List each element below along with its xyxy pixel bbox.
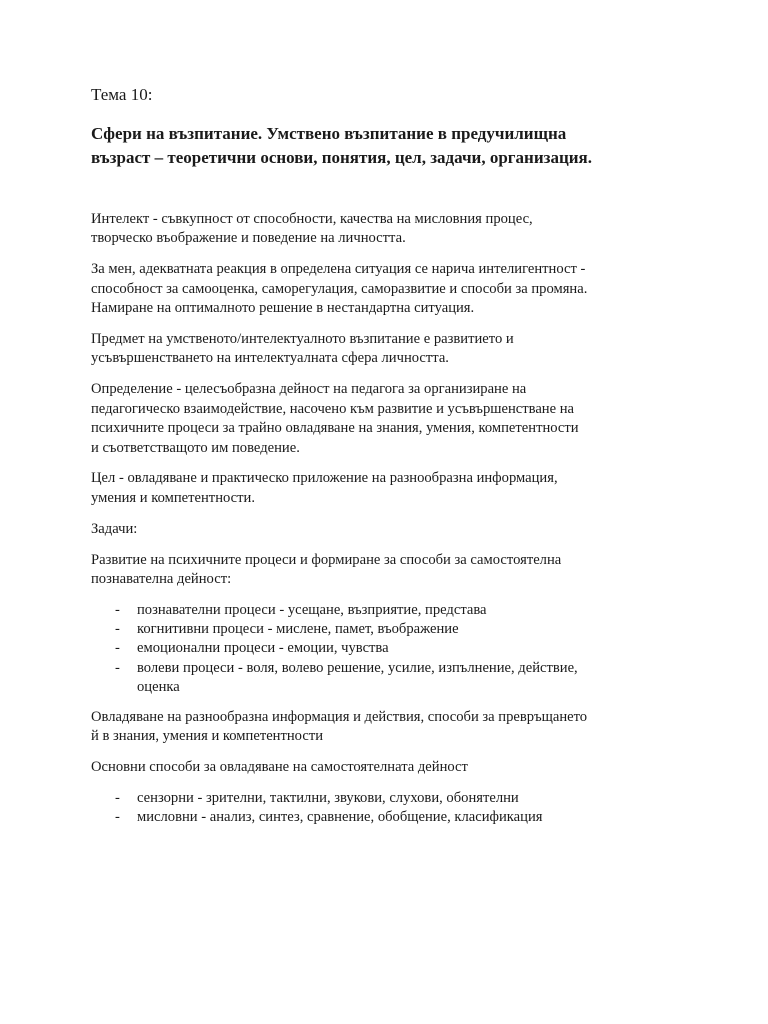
list-dash: - (115, 640, 120, 657)
list-dash: - (115, 659, 120, 676)
list-item (91, 601, 691, 620)
methods-list (91, 789, 691, 827)
document-page (91, 84, 691, 839)
paragraph-tasks-heading: Задачи: (91, 520, 138, 537)
paragraph-intellect: Интелект - съвкупност от способности, качества на мисловния процес, творческо въображение и поведение на личността. (91, 211, 533, 247)
paragraph-goal: Цел - овладяване и практическо приложение на разнообразна информация, умения и компетентности. (91, 470, 558, 506)
list-item-text: познавателни процеси - усещане, възприятие, представа (137, 602, 487, 618)
document-title: Сфери на възпитание. Умствено възпитание в предучилищна възраст – теоретични основи, понятия, цел, задачи, организация. (91, 124, 592, 167)
list-dash: - (115, 621, 120, 638)
paragraph-definition: Определение - целесъобразна дейност на педагога за организиране на педагогическо взаимодействие, насочено към развитие и усъвършенстване на психичните процеси за трайно овладяване на знания, умения, компетентности и съответстващото им поведение. (91, 381, 579, 456)
list-item-text: когнитивни процеси - мислене, памет, въображение (137, 621, 459, 638)
list-dash: - (115, 809, 120, 826)
list-item (91, 659, 691, 697)
process-list (91, 601, 691, 697)
list-item-text: мисловни - анализ, синтез, сравнение, обобщение, класификация (137, 809, 543, 826)
list-item-text: емоционални процеси - емоции, чувства (137, 640, 389, 657)
list-item (91, 789, 691, 808)
list-item (91, 639, 691, 658)
list-item (91, 620, 691, 639)
list-item-text: волеви процеси - воля, волево решение, усилие, изпълнение, действие, оценка (137, 659, 578, 695)
list-dash: - (115, 790, 120, 807)
topic-heading: Тема 10: (91, 85, 153, 104)
list-item-text: сензорни - зрителни, тактилни, звукови, слухови, обонятелни (137, 790, 519, 807)
list-dash: - (115, 602, 120, 618)
paragraph-intelligence: За мен, адекватната реакция в определена ситуация се нарича интелигентност - способност за самооценка, саморегулация, саморазвитие и способи за промяна. Намиране на оптималното решение в нестандартна ситуация. (91, 261, 588, 317)
paragraph-development: Развитие на психичните процеси и формиране за способи за самостоятелна познавателна дейност: (91, 551, 562, 588)
paragraph-methods-heading: Основни способи за овладяване на самостоятелната дейност (91, 759, 468, 776)
paragraph-mastery: Овладяване на разнообразна информация и действия, способи за превръщането й в знания, умения и компетентности (91, 709, 588, 745)
paragraph-subject: Предмет на умственото/интелектуалното възпитание е развитието и усъвършенстването на интелектуалната сфера личността. (91, 331, 514, 367)
list-item (91, 808, 691, 827)
